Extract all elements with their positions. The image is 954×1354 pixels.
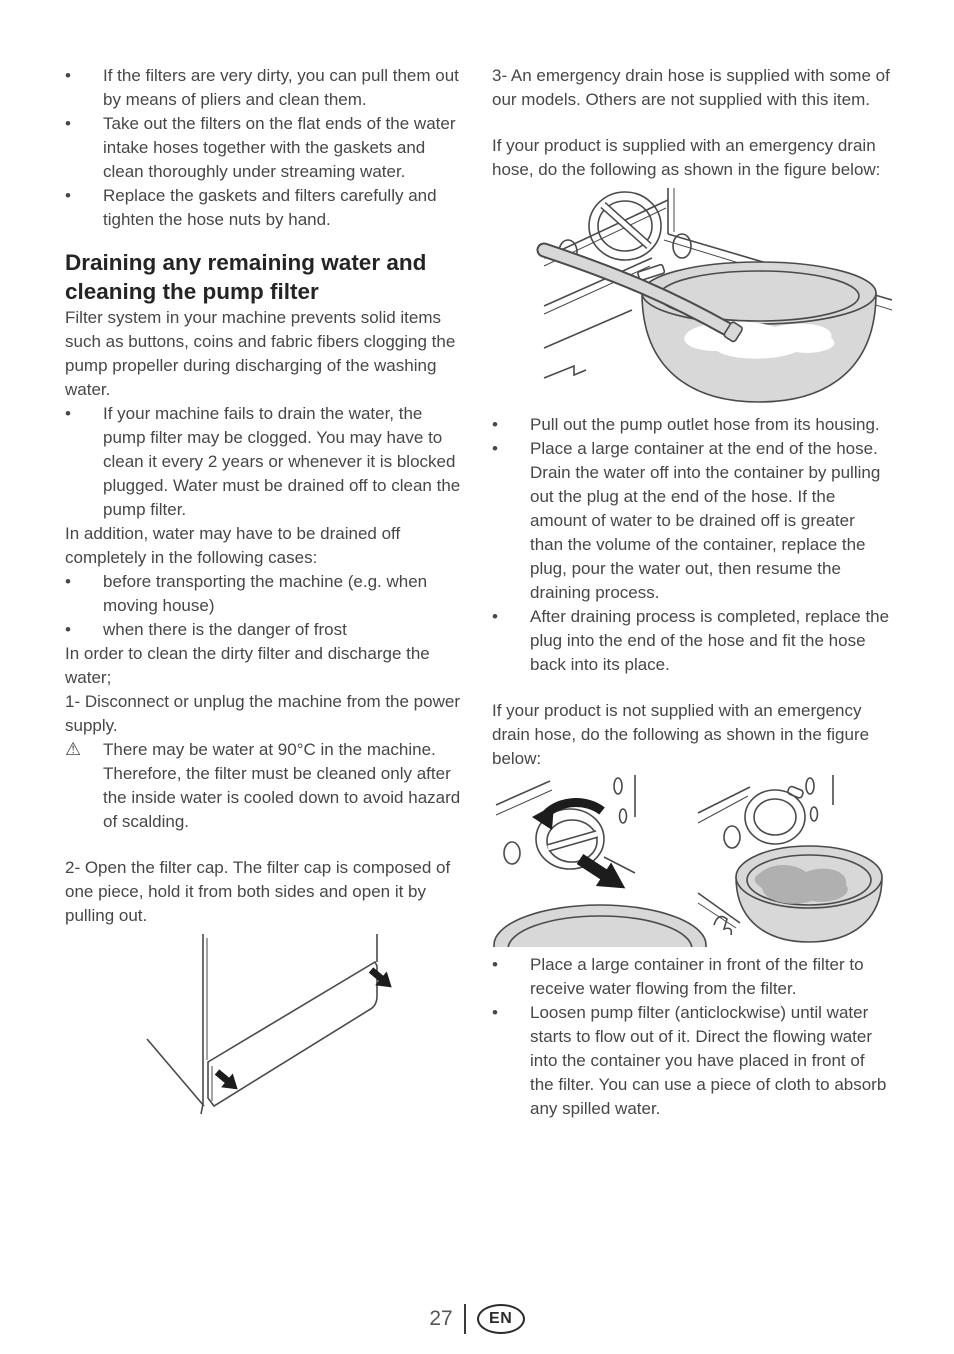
- list-item: [65, 402, 465, 522]
- list-item-text: Loosen pump filter (anticlockwise) until water starts to flow out of it. Direct the flowing water into the container you have placed in front of the filter. You can use a piece of cloth to absorb any spilled water.: [530, 1003, 887, 1118]
- left-panel-machine: [496, 775, 635, 873]
- bullet-marker: •: [492, 439, 498, 458]
- list-item: [65, 112, 465, 184]
- list-item-text: Place a large container in front of the filter to receive water flowing from the filter.: [530, 955, 864, 998]
- section-heading: Draining any remaining water and cleaning the pump filter: [65, 250, 427, 304]
- list-item-text: Place a large container at the end of the hose. Drain the water off into the container by pulling out the plug at the end of the hose. If the amount of water to be drained off is greater than the volume of the container, replace the plug, pour the water out, then resume the draining process.: [530, 439, 881, 602]
- warning-text: There may be water at 90°C in the machine. Therefore, the filter must be cleaned only after the inside water is cooled down to avoid hazard of scalding.: [103, 740, 461, 831]
- list-item-text: Take out the filters on the flat ends of the water intake hoses together with the gaskets and clean thoroughly under streaming water.: [103, 114, 456, 181]
- figure-pump-filter-drain: [492, 775, 892, 947]
- warning-note: [65, 738, 465, 834]
- bullet-marker: •: [65, 66, 71, 85]
- list-item: [492, 953, 892, 1001]
- list-item: [65, 184, 465, 232]
- list-item-text: before transporting the machine (e.g. when moving house): [103, 572, 428, 615]
- water-container: [642, 262, 876, 402]
- list-item: [65, 64, 465, 112]
- list-item: [65, 618, 465, 642]
- list-item: [492, 605, 892, 677]
- bullet-marker: •: [492, 955, 498, 974]
- bullet-marker: •: [65, 620, 71, 639]
- list-item-text: If your machine fails to drain the water, the pump filter may be clogged. You may have to clean it every 2 years or whenever it is blocked plugged. Water must be drained off to clean the pump filter.: [103, 404, 461, 519]
- warning-icon: ⚠: [65, 739, 82, 760]
- list-item: [65, 570, 465, 618]
- left-column: [65, 64, 465, 1121]
- list-item: [492, 413, 892, 437]
- list-item-text: Replace the gaskets and filters carefully and tighten the hose nuts by hand.: [103, 186, 437, 229]
- bullet-marker: •: [65, 572, 71, 591]
- open-filter-housing: [745, 786, 805, 844]
- bullet-marker: •: [65, 114, 71, 133]
- list-item-text: After draining process is completed, replace the plug into the end of the hose and fit the hose back into its place.: [530, 607, 890, 674]
- figure-emergency-drain-hose: [492, 188, 892, 413]
- water-container: [494, 905, 706, 947]
- step-paragraph: 1- Disconnect or unplug the machine from the power supply.: [65, 692, 460, 735]
- list-item: [492, 437, 892, 605]
- figure-filter-cap-panel: [65, 932, 465, 1117]
- flow-arrow-icon: [572, 847, 633, 900]
- step-paragraph: 3- An emergency drain hose is supplied with some of our models. Others are not supplied with this item.: [492, 66, 890, 109]
- paragraph: If your product is not supplied with an emergency drain hose, do the following as shown in the figure below:: [492, 701, 870, 768]
- paragraph: In addition, water may have to be drained off completely in the following cases:: [65, 524, 401, 567]
- footer-divider: [464, 1304, 466, 1334]
- right-column: [492, 64, 892, 1121]
- bullet-marker: •: [65, 404, 71, 423]
- paragraph: If your product is supplied with an emergency drain hose, do the following as shown in the figure below:: [492, 136, 881, 179]
- language-badge: EN: [477, 1304, 525, 1334]
- paragraph: In order to clean the dirty filter and discharge the water;: [65, 644, 430, 687]
- list-item-text: If the filters are very dirty, you can pull them out by means of pliers and clean them.: [103, 66, 459, 109]
- step-paragraph: 2- Open the filter cap. The filter cap is composed of one piece, hold it from both sides and open it by pulling out.: [65, 858, 451, 925]
- paragraph: Filter system in your machine prevents solid items such as buttons, coins and fabric fibers clogging the pump propeller during discharging of the washing water.: [65, 308, 456, 399]
- list-item-text: when there is the danger of frost: [103, 620, 347, 639]
- page-footer: [0, 1304, 954, 1334]
- bullet-marker: •: [492, 607, 498, 626]
- list-item: [492, 1001, 892, 1121]
- page-number: 27: [429, 1307, 453, 1330]
- bullet-marker: •: [65, 186, 71, 205]
- bullet-marker: •: [492, 1003, 498, 1022]
- bullet-marker: •: [492, 415, 498, 434]
- list-item-text: Pull out the pump outlet hose from its housing.: [530, 415, 880, 434]
- water-container-full: [736, 846, 882, 942]
